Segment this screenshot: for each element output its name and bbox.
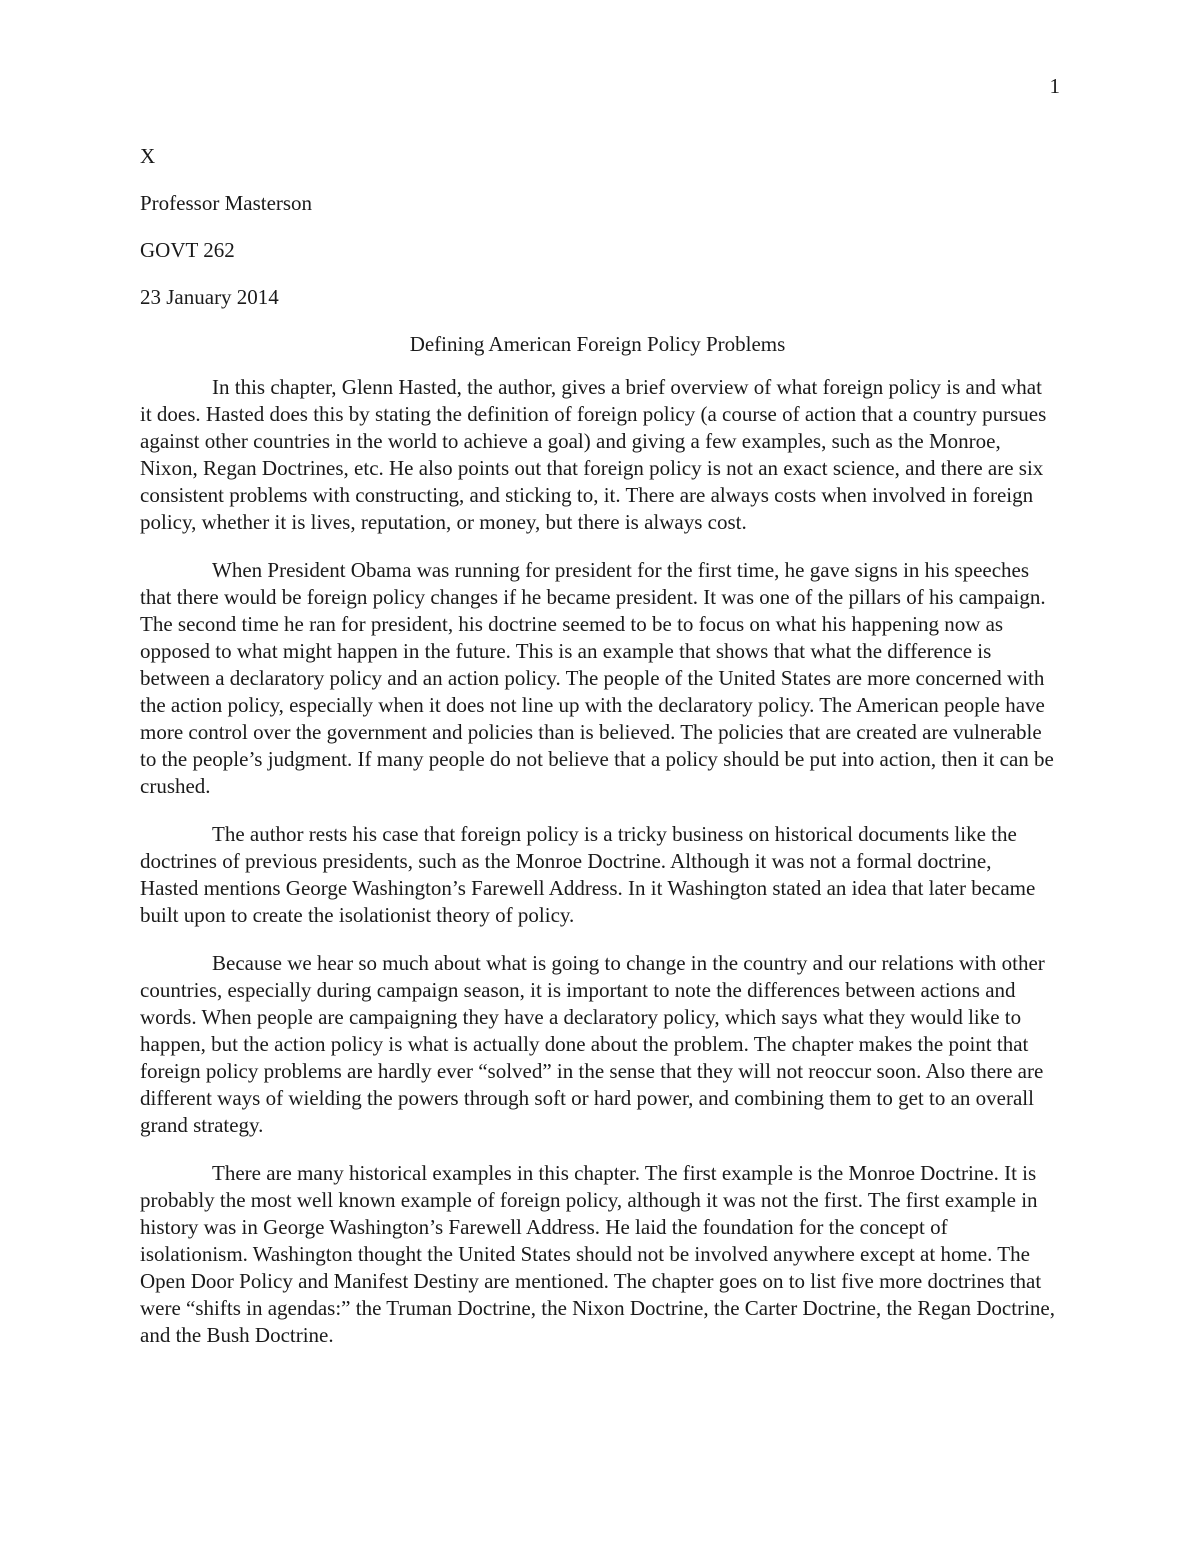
essay-date: 23 January 2014 — [140, 285, 279, 309]
paragraph-2: When President Obama was running for president for the first time, he gave signs in his speeches that there would be foreign policy changes if he became president. It was one of the pillars of his campaign. The second time he ran for president, his doctrine seemed to be to focus on what his happening now as opposed to what might happen in the future. This is an example that shows that what the difference is between a declaratory policy and an action policy. The people of the United States are more concerned with the action policy, especially when it does not line up with the declaratory policy. The American people have more control over the government and policies than is believed. The policies that are created are vulnerable to the people’s judgment. If many people do not believe that a policy should be put into action, then it can be crushed. — [140, 558, 1054, 798]
course-code: GOVT 262 — [140, 238, 235, 262]
document-body — [140, 140, 1055, 1370]
essay-title: Defining American Foreign Policy Problems — [409, 332, 786, 356]
paragraph-5: There are many historical examples in this chapter. The first example is the Monroe Doctrine. It is probably the most well known example of foreign policy, although it was not the first. The first example in history was in George Washington’s Farewell Address. He laid the foundation for the concept of isolationism. Washington thought the United States should not be involved anywhere except at home. The Open Door Policy and Manifest Destiny are mentioned. The chapter goes on to list five more doctrines that were “shifts in agendas:” the Truman Doctrine, the Nixon Doctrine, the Carter Doctrine, the Regan Doctrine, and the Bush Doctrine. — [140, 1161, 1055, 1347]
page-number: 1 — [1049, 74, 1060, 98]
paragraph-4: Because we hear so much about what is going to change in the country and our relations with other countries, especially during campaign season, it is important to note the differences between actions and words. When people are campaigning they have a declaratory policy, which says what they would like to happen, but the action policy is what is actually done about the problem. The chapter makes the point that foreign policy problems are hardly ever “solved” in the sense that they will not reoccur soon. Also there are different ways of wielding the powers through soft or hard power, and combining them to get to an overall grand strategy. — [140, 951, 1045, 1137]
paragraph-1: In this chapter, Glenn Hasted, the author, gives a brief overview of what foreign policy is and what it does. Hasted does this by stating the definition of foreign policy (a course of action that a country pursues against other countries in the world to achieve a goal) and giving a few examples, such as the Monroe, Nixon, Regan Doctrines, etc. He also points out that foreign policy is not an exact science, and there are six consistent problems with constructing, and sticking to, it. There are always costs when involved in foreign policy, whether it is lives, reputation, or money, but there is always cost. — [140, 375, 1047, 534]
student-name: X — [140, 144, 156, 168]
professor-name: Professor Masterson — [140, 191, 313, 215]
paragraph-3: The author rests his case that foreign policy is a tricky business on historical documents like the doctrines of previous presidents, such as the Monroe Doctrine. Although it was not a formal doctrine, Hasted mentions George Washington’s Farewell Address. In it Washington stated an idea that later became built upon to create the isolationist theory of policy. — [140, 822, 1036, 927]
